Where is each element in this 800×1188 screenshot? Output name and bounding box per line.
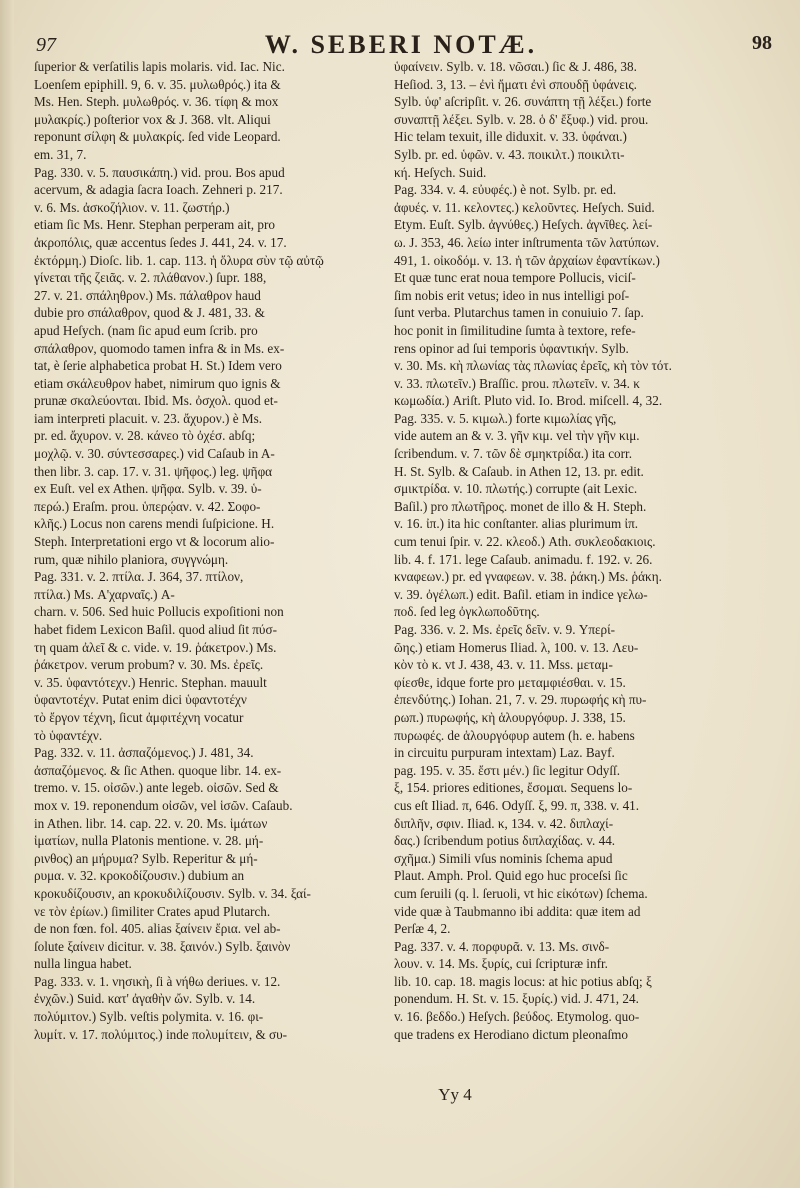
text-line: ξ, 154. priores editiones, ἔσομαι. Sequens lo- bbox=[394, 780, 633, 796]
text-line: πυρωφές. de ἁλουργόφυρ autem (h. e. habens bbox=[394, 727, 635, 743]
text-line: v. 16. βεδδο.) Heſych. βεύδος. Etymolog. quo- bbox=[394, 1009, 640, 1025]
text-line: τη quam ἀλεῖ & c. vide. v. 19. ῥάκετρον.) Ms. bbox=[34, 639, 277, 655]
text-line: ἐπενδύτης.) Iohan. 21, 7. v. 29. πυρωφής κὴ πυ- bbox=[394, 692, 647, 708]
text-line: Steph. Interpretationi ergo vt & locorum alio- bbox=[34, 534, 275, 550]
text-line: Heſiod. 3, 13. – ἐνὶ ἤματι ἐνὶ σπουδῇ ὑφάνεις. bbox=[394, 76, 637, 92]
text-line: Perſæ 4, 2. bbox=[394, 921, 451, 937]
text-line: etiam ſic Ms. Henr. Stephan perperam ait, pro bbox=[34, 217, 275, 233]
text-line: κὸν τὸ κ. vt J. 438, 43. v. 11. Mss. μεταμ- bbox=[394, 657, 613, 673]
text-line: συναπτῇ λέξει. Sylb. v. 28. ὁ δ' ἔξυφ.) vid. prou. bbox=[394, 111, 649, 127]
text-line: ſim nobis erit vetus; ideo in nus intelligi poſ- bbox=[394, 287, 630, 303]
text-line: ſunt verba. Plutarchus tamen in conuiuio 7. ſap. bbox=[394, 305, 644, 321]
text-line: cum tenui ſpir. v. 22. κλεοδ.) Ath. συκλεοδακιοις. bbox=[394, 534, 656, 550]
text-line: H. St. Sylb. & Caſaub. in Athen 12, 13. pr. edit. bbox=[394, 463, 644, 479]
text-line: lib. 4. f. 171. lege Caſaub. animadu. f. 192. v. 26. bbox=[394, 551, 653, 567]
right-text-column bbox=[394, 58, 726, 1043]
text-line: in Athen. libr. 14. cap. 22. v. 20. Ms. ἱμάτων bbox=[34, 815, 268, 831]
text-line: Baſil.) pro πλωτῆρος. monet de illo & H. Steph. bbox=[394, 498, 647, 514]
text-line: Etym. Euſt. Sylb. ἀγνύθες.) Heſych. ἀγνῖθες. λεί- bbox=[394, 217, 653, 233]
text-line: rum, quæ nihilo planiora, συγγνώμη. bbox=[34, 551, 229, 567]
text-line: ἱματίων, nulla Platonis mentione. v. 28. μή- bbox=[34, 833, 264, 849]
text-line: περώ.) Eraſm. prou. ὑπερῴαν. v. 42. Σοφο- bbox=[34, 498, 261, 514]
text-line: apud Heſych. (nam ſic apud eum ſcrib. pro bbox=[34, 322, 258, 338]
text-line: em. 31, 7. bbox=[34, 146, 87, 162]
text-line: κωμωδία.) Ariſt. Pluto vid. Io. Brod. miſcell. 4, 32. bbox=[394, 393, 663, 409]
text-line: then libr. 3. cap. 17. v. 31. ψῆφος.) leg. ψῆφα bbox=[34, 463, 273, 479]
text-line: νε τὸν ἐρίων.) ſimiliter Crates apud Plutarch. bbox=[34, 903, 271, 919]
text-line: v. 35. ὑφαντότεχν.) Henric. Stephan. mauult bbox=[34, 674, 267, 690]
running-title: W. SEBERI NOTÆ. bbox=[264, 30, 538, 59]
text-line: Hic telam texuit, ille diduxit. v. 33. ὑφάναι.) bbox=[394, 129, 627, 145]
text-line: v. 33. πλωτεῖν.) Braſſic. prou. πλωτεῖν. v. 34. κ bbox=[394, 375, 640, 391]
text-line: pr. ed. ἄχυρον. v. 28. κάνεο τὸ ὀχέσ. abſq; bbox=[34, 428, 256, 444]
text-line: ἀσπαζόμενος. & ſic Athen. quoque libr. 14. ex- bbox=[34, 762, 282, 778]
text-line: δας.) ſcribendum potius διπλαχίδας. v. 44. bbox=[394, 833, 616, 849]
text-line: Pag. 331. v. 2. πτίλα. J. 364, 37. πτίλον, bbox=[34, 569, 244, 585]
text-line: lib. 10. cap. 18. magis locus: at hic potius abſq; ξ bbox=[394, 973, 652, 989]
text-line: tremo. v. 15. οἰσῶν.) ante legeb. οἰσῶν. Sed & bbox=[34, 780, 279, 796]
text-line: Plaut. Amph. Prol. Quid ego huc proceſsi ſic bbox=[394, 868, 628, 884]
text-line: ρινθος) an μήρυμα? Sylb. Reperitur & μή- bbox=[34, 850, 258, 866]
text-line: τὸ ἔργον τέχνη, ſicut ἀμφιτέχνη vocatur bbox=[34, 709, 244, 725]
text-line: σχῆμα.) Simili vſus nominis ſchema apud bbox=[394, 850, 613, 866]
text-line: in circuitu purpuram intextam) Laz. Bayf. bbox=[394, 745, 615, 761]
text-line: ἐκτόρμη.) Dioſc. lib. 1. cap. 113. ἡ ὄλυρα σὺν τῷ αὐτῷ bbox=[34, 252, 324, 268]
page-binding-edge bbox=[0, 0, 14, 1188]
text-line: λυμίτ. v. 17. πολύμιτος.) inde πολυμίτειν, & συ- bbox=[34, 1026, 288, 1042]
text-line: ſolute ξαίνειν dicitur. v. 38. ξαινόν.) Sylb. ξαινὸν bbox=[34, 938, 291, 954]
text-line: ω. J. 353, 46. λείω inter inſtrumenta τῶν λατύπων. bbox=[394, 234, 660, 250]
text-line: ἀκροπόλις, quæ accentus ſedes J. 441, 24. v. 17. bbox=[34, 234, 287, 250]
text-line: prunæ σκαλεύονται. Ibid. Ms. ὀσχολ. quod et- bbox=[34, 393, 278, 409]
text-line: φίεσθε, idque forte pro μεταμφιέσθαι. v. 15. bbox=[394, 674, 626, 690]
text-line: τὸ ὑφαντέχν. bbox=[34, 727, 103, 743]
running-header bbox=[26, 30, 776, 59]
text-line: reponunt σίλφη & μυλακρίς. ſed vide Leopard. bbox=[34, 129, 281, 145]
text-line: que tradens ex Herodiano dictum pleonaſmo bbox=[394, 1026, 629, 1042]
text-line: κλῆς.) Locus non carens mendi ſuſpicione. H. bbox=[34, 516, 275, 532]
page-number-right: 98 bbox=[752, 32, 772, 54]
text-line: Sylb. ὑφ' aſcripſit. v. 26. συνάπτη τῇ λέξει.) forte bbox=[394, 94, 652, 110]
text-line: λουν. v. 14. Ms. ξυρίς, cui ſcripturæ infr. bbox=[394, 956, 608, 972]
text-line: ἀφυές. v. 11. κελοντες.) κελοῦντες. Heſych. Suid. bbox=[394, 199, 655, 215]
text-line: διπλῆν, σφιν. Iliad. κ, 134. v. 42. διπλαχί- bbox=[394, 815, 614, 831]
text-line: v. 6. Ms. ἀσκοζήλιον. v. 11. ζωστήρ.) bbox=[34, 199, 230, 215]
text-line: Pag. 336. v. 2. Ms. ἐρεῖς δεῖν. v. 9. Υπερί- bbox=[394, 622, 616, 637]
text-line: cus eſt Iliad. π, 646. Odyſſ. ξ, 99. π, 338. v. 41. bbox=[394, 797, 640, 813]
text-line: ὑφαίνειν. Sylb. v. 18. νῶσαι.) ſic & J. 486, 38. bbox=[394, 59, 637, 74]
text-line: μυλακρίς.) poſterior vox & J. 368. vlt. Aliqui bbox=[34, 111, 271, 127]
text-line: dubie pro σπάλαθρον, quod & J. 481, 33. & bbox=[34, 305, 265, 321]
text-line: κναφεων.) pr. ed γναφεων. v. 38. ῥάκη.) Ms. ῥάκη. bbox=[394, 569, 662, 585]
left-text-column bbox=[34, 58, 366, 1043]
text-line: ρωπ.) πυρωφής, κὴ ἁλουργόφυρ. J. 338, 15. bbox=[394, 709, 626, 725]
text-line: cum ſeruili (q. l. ſeruoli, vt hic εἰκότων) ſchema. bbox=[394, 885, 648, 901]
page-footer bbox=[0, 1085, 800, 1105]
text-line: ponendum. H. St. v. 15. ξυρίς.) vid. J. 471, 24. bbox=[394, 991, 639, 1007]
text-line: ſuperior & verſatilis lapis molaris. vid. Iac. Nic. bbox=[34, 59, 285, 74]
text-line: ἐνχῶν.) Suid. κατ' ἀγαθὴν ὤν. Sylb. v. 14. bbox=[34, 991, 256, 1007]
signature-mark: Yy 4 bbox=[438, 1085, 472, 1104]
text-line: acervum, & adagia ſacra Ioach. Zehneri p. 217. bbox=[34, 182, 283, 198]
text-line: Loenſem epiphill. 9, 6. v. 35. μυλωθρός.) ita & bbox=[34, 76, 281, 92]
text-line: ſcribendum. v. 7. τῶν δὲ σμηκτρίδα.) ita corr. bbox=[394, 446, 632, 462]
text-line: v. 39. ὀγέλωπ.) edit. Baſil. etiam in indice γελω- bbox=[394, 586, 648, 602]
text-line: Pag. 330. v. 5. παυσικάπη.) vid. prou. Bos apud bbox=[34, 164, 285, 180]
text-line: Pag. 335. v. 5. κιμωλ.) forte κιμωλίας γῆς, bbox=[394, 410, 617, 426]
text-line: Ms. Hen. Steph. μυλωθρός. v. 36. τίφη & mox bbox=[34, 94, 279, 110]
text-line: κροκυδίζουσιν, an κροκυδιλίζουσιν. Sylb. v. 34. ξαί- bbox=[34, 885, 311, 901]
text-line: mox v. 19. reponendum οἰσῶν, vel ἱσῶν. Caſaub. bbox=[34, 797, 293, 813]
text-line: Et quæ tunc erat noua tempore Pollucis, viciſ- bbox=[394, 270, 636, 286]
page-number-left: 97 bbox=[36, 34, 56, 56]
text-line: ῥάκετρον. verum probum? v. 30. Ms. ἐρεῖς. bbox=[34, 657, 264, 673]
text-line: pag. 195. v. 35. ἔστι μέν.) ſic legitur Odyſſ. bbox=[394, 762, 621, 778]
text-line: tat, è ſerie alphabetica probat H. St.) Idem vero bbox=[34, 358, 282, 374]
text-line: rens opinor ad ſui temporis ὑφαντικήν. Sylb. bbox=[394, 340, 629, 356]
text-line: Sylb. pr. ed. ὑφῶν. v. 43. ποικιλτ.) ποικιλτι- bbox=[394, 146, 625, 162]
text-line: vide quæ à Taubmanno ibi addita: quæ item ad bbox=[394, 903, 641, 919]
text-line: Pag. 334. v. 4. εὐυφές.) è not. Sylb. pr. ed. bbox=[394, 182, 617, 198]
text-line: Pag. 333. v. 1. νησικὴ, ſi à νήθω deriues. v. 12. bbox=[34, 973, 281, 989]
text-line: iam interpreti placuit. v. 23. ἄχυρον.) è Ms. bbox=[34, 410, 263, 426]
text-line: μοχλῷ. v. 30. σύντεσσαρες.) vid Caſaub in A- bbox=[34, 446, 275, 462]
text-line: v. 16. ἰπ.) ita hic conſtanter. alias plurimum ἰπ. bbox=[394, 516, 639, 532]
text-line: ποδ. ſed leg ὀγκλωποδῦτης. bbox=[394, 604, 540, 620]
text-line: ὑφαντοτέχν. Putat enim dici ὑφαντοτέχν bbox=[34, 692, 247, 708]
text-line: v. 30. Ms. κὴ πλωνίας τὰς πλωνίας ἐρεῖς, κὴ τὸν τότ. bbox=[394, 358, 672, 374]
text-line: 491, 1. οἰκοδόμ. v. 13. ἡ τῶν ἀρχαίων ἐφαντίκων.) bbox=[394, 252, 660, 268]
text-line: habet fidem Lexicon Baſil. quod aliud ſit πύσ- bbox=[34, 622, 277, 637]
text-line: charn. v. 506. Sed huic Pollucis expoſitioni non bbox=[34, 604, 284, 620]
text-line: σμικτρίδα. v. 10. πλωτής.) corrupte (ait Lexic. bbox=[394, 481, 638, 497]
text-line: πτίλα.) Ms. Α'χαρναῖς.) A- bbox=[34, 586, 175, 602]
text-line: etiam σκάλευθρον habet, nimirum quo ignis & bbox=[34, 375, 281, 391]
text-line: ρυμα. v. 32. κροκοδίζουσιν.) dubium an bbox=[34, 868, 245, 884]
text-line: de non fœn. fol. 405. alias ξαίνειν ἔρια. vel ab- bbox=[34, 921, 281, 937]
text-line: Pag. 332. v. 11. ἀσπαζόμενος.) J. 481, 34. bbox=[34, 745, 254, 761]
text-line: hoc ponit in ſimilitudine ſumta à textore, refe- bbox=[394, 322, 636, 338]
text-line: 27. v. 21. σπάληθρον.) Ms. πάλαθρον haud bbox=[34, 287, 261, 303]
text-line: Pag. 337. v. 4. πορφυρᾶ. v. 13. Ms. σινδ- bbox=[394, 938, 610, 954]
text-line: ῶης.) etiam Homerus Iliad. λ, 100. v. 13. Λευ- bbox=[394, 639, 639, 655]
text-line: πολύμιτον.) Sylb. veſtis polymita. v. 16. φι- bbox=[34, 1009, 264, 1025]
text-line: nulla lingua habet. bbox=[34, 956, 132, 972]
text-line: ex Euſt. vel ex Athen. ψῆφα. Sylb. v. 39. ὑ- bbox=[34, 481, 262, 497]
text-line: σπάλαθρον, quomodo tamen infra & in Ms. ex- bbox=[34, 340, 285, 356]
text-line: vide autem an & v. 3. γῆν κιμ. vel τὴν γῆν κιμ. bbox=[394, 428, 640, 444]
text-line: κή. Heſych. Suid. bbox=[394, 164, 487, 180]
text-line: γίνεται τῆς ζειᾶς. v. 2. πλάθανον.) ſupr. 188, bbox=[34, 270, 267, 286]
